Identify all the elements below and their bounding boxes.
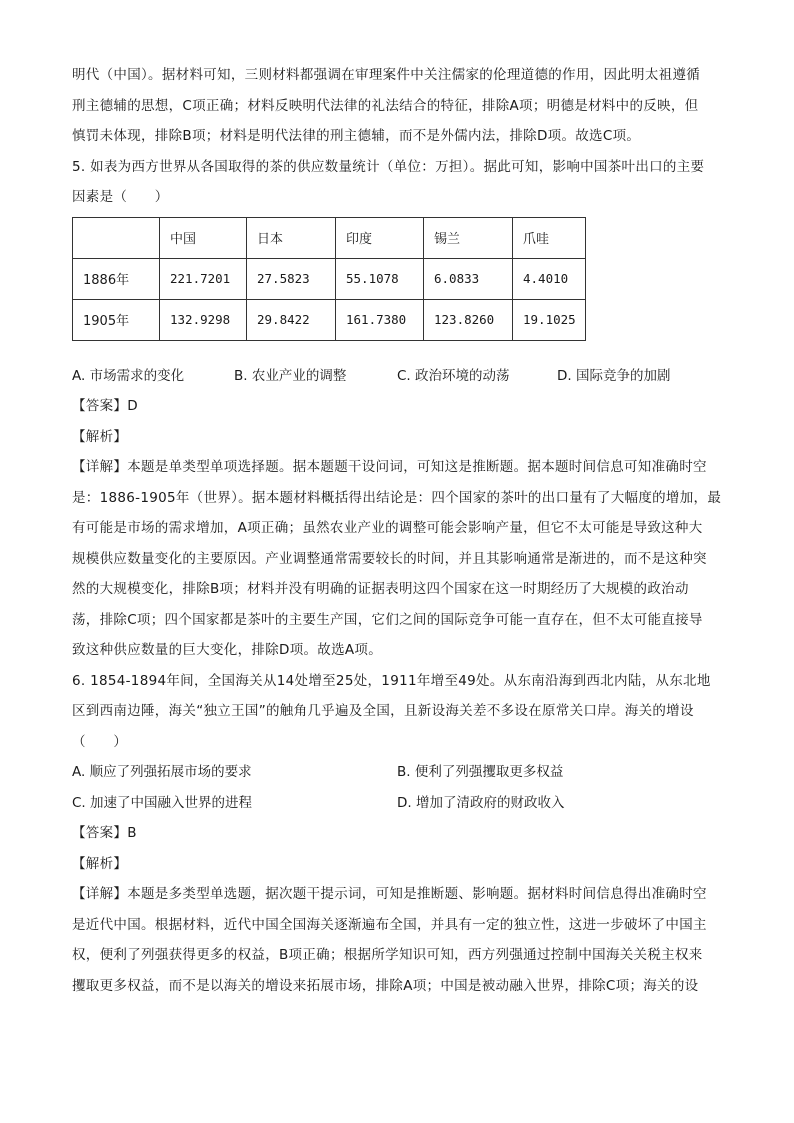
table-cell: 1905年 bbox=[73, 299, 160, 340]
answer-line: 【答案】B bbox=[72, 825, 137, 841]
option-b: B. 农业产业的调整 bbox=[234, 367, 347, 384]
table-cell: 27.5823 bbox=[247, 258, 336, 299]
option-d: D. 增加了清政府的财政收入 bbox=[397, 794, 565, 811]
option-a: A. 市场需求的变化 bbox=[72, 367, 185, 384]
text-line: 刑主德辅的思想，C项正确；材料反映明代法律的礼法结合的特征，排除A项；明德是材料中的反映，但 bbox=[72, 97, 699, 114]
prev-analysis bbox=[72, 60, 722, 152]
table-row bbox=[73, 299, 586, 340]
table-header-cell: 爪哇 bbox=[513, 217, 586, 258]
table-cell: 221.7201 bbox=[160, 258, 247, 299]
question-6 bbox=[72, 666, 722, 1002]
option-d: D. 国际竞争的加剧 bbox=[557, 367, 671, 384]
table-header-cell: 锡兰 bbox=[424, 217, 513, 258]
table-header-cell: 日本 bbox=[247, 217, 336, 258]
table-header-cell bbox=[73, 217, 160, 258]
option-a: A. 顺应了列强拓展市场的要求 bbox=[72, 764, 252, 780]
text-line: 慎罚未体现，排除B项；材料是明代法律的刑主德辅，而不是外儒内法，排除D项。故选C项。 bbox=[72, 128, 641, 144]
answer-options-row bbox=[72, 757, 722, 788]
table-cell: 161.7380 bbox=[336, 299, 424, 340]
table-cell: 6.0833 bbox=[424, 258, 513, 299]
option-c: C. 加速了中国融入世界的进程 bbox=[72, 794, 253, 811]
analysis-title: 【解析】 bbox=[72, 428, 128, 445]
analysis-line: 【详解】本题是单类型单项选择题。据本题题干设问词，可知这是推断题。据本题时间信息可知准确时空 bbox=[72, 459, 707, 475]
table-cell: 123.8260 bbox=[424, 299, 513, 340]
analysis-line: 荡，排除C项；四个国家都是茶叶的主要生产国，它们之间的国际竞争可能一直存在，但不太可能直接导 bbox=[72, 611, 703, 628]
analysis-line: 是：1886-1905年（世界）。据本题材料概括得出结论是：四个国家的茶叶的出口量有了大幅度的增加，最 bbox=[72, 489, 722, 506]
analysis-line: 有可能是市场的需求增加，A项正确；虽然农业产业的调整可能会影响产量，但它不太可能是导致这种大 bbox=[72, 520, 703, 536]
table-row bbox=[73, 258, 586, 299]
question-5 bbox=[72, 152, 722, 666]
question-stem: （ ） bbox=[72, 733, 128, 750]
table-cell: 29.8422 bbox=[247, 299, 336, 340]
table-header-cell: 中国 bbox=[160, 217, 247, 258]
analysis-line: 【详解】本题是多类型单选题，据次题干提示词，可知是推断题、影响题。据材料时间信息得出准确时空 bbox=[72, 886, 707, 902]
question-stem: 区到西南边陲，海关“独立王国”的触角几乎遍及全国，且新设海关差不多设在原常关口岸。海关的增设 bbox=[72, 703, 694, 719]
analysis-line: 然的大规模变化，排除B项；材料并没有明确的证据表明这四个国家在这一时期经历了大规模的政治动 bbox=[72, 581, 689, 597]
answer-options-row bbox=[72, 788, 722, 819]
document-page bbox=[72, 60, 722, 1001]
option-b: B. 便利了列强攫取更多权益 bbox=[397, 764, 564, 780]
analysis-line: 攫取更多权益，而不是以海关的增设来拓展市场，排除A项；中国是被动融入世界，排除C项；海关的设 bbox=[72, 977, 699, 994]
analysis-line: 权，便利了列强获得更多的权益，B项正确；根据所学知识可知，西方列强通过控制中国海关关税主权来 bbox=[72, 947, 703, 963]
table-header-cell: 印度 bbox=[336, 217, 424, 258]
tea-supply-table bbox=[72, 217, 586, 341]
answer-line: 【答案】D bbox=[72, 398, 138, 414]
table-cell: 19.1025 bbox=[513, 299, 586, 340]
analysis-title: 【解析】 bbox=[72, 855, 128, 872]
question-stem: 5. 如表为西方世界从各国取得的茶的供应数量统计（单位：万担）。据此可知，影响中国茶叶出口的主要 bbox=[72, 158, 705, 175]
answer-options bbox=[72, 361, 722, 392]
question-stem: 因素是（ ） bbox=[72, 189, 169, 205]
table-cell: 4.4010 bbox=[513, 258, 586, 299]
text-line: 明代（中国）。据材料可知，三则材料都强调在审理案件中关注儒家的伦理道德的作用，因此明太祖遵循 bbox=[72, 67, 701, 83]
table-header-row bbox=[73, 217, 586, 258]
option-c: C. 政治环境的动荡 bbox=[397, 367, 510, 384]
analysis-line: 致这种供应数量的巨大变化，排除D项。故选A项。 bbox=[72, 642, 383, 658]
analysis-line: 是近代中国。根据材料，近代中国全国海关逐渐遍布全国，并具有一定的独立性，这进一步破坏了中国主 bbox=[72, 916, 707, 933]
question-stem: 6. 1854-1894年间，全国海关从14处增至25处，1911年增至49处。从东南沿海到西北内陆，从东北地 bbox=[72, 672, 711, 689]
analysis-line: 规模供应数量变化的主要原因。产业调整通常需要较长的时间，并且其影响通常是渐进的，而不是这种突 bbox=[72, 550, 707, 567]
table-cell: 132.9298 bbox=[160, 299, 247, 340]
table-cell: 55.1078 bbox=[336, 258, 424, 299]
table-cell: 1886年 bbox=[73, 258, 160, 299]
